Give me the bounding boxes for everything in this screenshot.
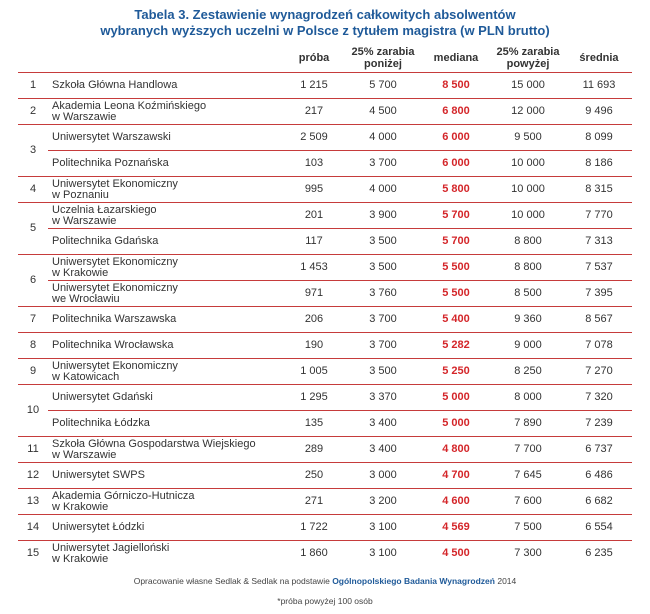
mean-cell: 7 239 [566, 411, 632, 437]
table-body [18, 73, 632, 567]
p25-cell: 3 370 [344, 385, 422, 411]
table-row [18, 515, 632, 541]
sample-cell: 271 [284, 489, 344, 515]
university-name-cell [48, 73, 284, 99]
rank-cell: 8 [18, 333, 48, 359]
university-name-cell [48, 307, 284, 333]
p75-cell: 7 645 [490, 463, 566, 489]
university-name-line2: w Poznaniu [52, 188, 109, 201]
p25-cell: 3 700 [344, 333, 422, 359]
university-name-cell [48, 255, 284, 281]
university-name-line1: Uniwersytet Warszawski [52, 131, 171, 143]
mean-cell: 6 554 [566, 515, 632, 541]
median-cell: 4 800 [422, 437, 490, 463]
median-cell: 5 400 [422, 307, 490, 333]
header-p75-line1: 25% zarabia [496, 46, 560, 58]
sample-cell: 1 295 [284, 385, 344, 411]
median-cell: 5 800 [422, 177, 490, 203]
median-cell: 4 600 [422, 489, 490, 515]
p75-cell: 9 500 [490, 125, 566, 151]
rank-cell: 13 [18, 489, 48, 515]
university-name-cell [48, 437, 284, 463]
table-title [0, 7, 650, 39]
header-p75 [490, 44, 566, 73]
university-name-line2: w Krakowie [52, 266, 109, 279]
table-row [18, 255, 632, 281]
table-row [18, 203, 632, 229]
median-cell: 5 282 [422, 333, 490, 359]
p75-cell: 8 250 [490, 359, 566, 385]
university-name-line1: Uczelnia Łazarskiego [52, 203, 157, 216]
table-row [18, 151, 632, 177]
university-name-cell [48, 229, 284, 255]
rank-cell: 5 [18, 203, 48, 255]
university-name-line1: Uniwersytet SWPS [52, 469, 145, 481]
p75-cell: 8 000 [490, 385, 566, 411]
sample-cell: 190 [284, 333, 344, 359]
table-row [18, 385, 632, 411]
p25-cell: 3 400 [344, 411, 422, 437]
mean-cell: 11 693 [566, 73, 632, 99]
mean-cell: 7 770 [566, 203, 632, 229]
table-row [18, 307, 632, 333]
sample-cell: 217 [284, 99, 344, 125]
table-row [18, 73, 632, 99]
sample-cell: 103 [284, 151, 344, 177]
university-name-line1: Politechnika Poznańska [52, 157, 169, 169]
university-name-line1: Uniwersytet Ekonomiczny [52, 177, 178, 190]
table-row [18, 411, 632, 437]
mean-cell: 7 395 [566, 281, 632, 307]
rank-cell: 12 [18, 463, 48, 489]
p75-cell: 10 000 [490, 177, 566, 203]
rank-cell: 15 [26, 547, 40, 559]
header-p75-line2: powyżej [506, 58, 550, 70]
p25-cell: 3 200 [344, 489, 422, 515]
p75-cell: 7 700 [490, 437, 566, 463]
table-row [18, 489, 632, 515]
header-mediana: mediana [422, 44, 490, 73]
header-row [18, 44, 632, 73]
p25-cell: 3 900 [344, 203, 422, 229]
rank-cell: 3 [18, 125, 48, 177]
salary-table [18, 44, 632, 566]
rank-cell: 9 [18, 359, 48, 385]
university-name-line2: w Warszawie [52, 110, 117, 123]
university-name-line2: w Krakowie [52, 552, 109, 565]
table-row [18, 229, 632, 255]
university-name-line1: Akademia Leona Koźmińskiego [52, 99, 207, 112]
table-row [18, 99, 632, 125]
sample-cell: 1 453 [284, 255, 344, 281]
university-name-line1: Akademia Górniczo-Hutnicza [52, 489, 195, 502]
university-name-line2: w Krakowie [52, 500, 109, 513]
p75-cell: 9 000 [490, 333, 566, 359]
mean-cell: 7 270 [566, 359, 632, 385]
rank-cell: 1 [18, 73, 48, 99]
source-prefix: Opracowanie własne Sedlak & Sedlak na podstawie [133, 576, 330, 586]
rank-cell: 4 [18, 177, 48, 203]
p25-cell: 4 000 [344, 125, 422, 151]
table-row [18, 281, 632, 307]
mean-cell: 8 099 [566, 125, 632, 151]
table-row [18, 333, 632, 359]
p25-cell: 3 700 [344, 307, 422, 333]
rank-cell: 11 [18, 437, 48, 463]
p25-cell: 3 100 [369, 547, 397, 559]
mean-cell: 7 537 [566, 255, 632, 281]
rank-cell: 2 [18, 99, 48, 125]
p25-cell: 3 100 [344, 515, 422, 541]
p75-cell: 7 500 [490, 515, 566, 541]
university-name-cell [48, 411, 284, 437]
p75-cell: 10 000 [490, 151, 566, 177]
university-name-cell [48, 151, 284, 177]
p25-cell: 3 500 [344, 255, 422, 281]
university-name-line1: Uniwersytet Ekonomiczny [52, 281, 178, 294]
p25-cell: 4 500 [344, 99, 422, 125]
p75-cell: 12 000 [490, 99, 566, 125]
p25-cell: 3 760 [344, 281, 422, 307]
median-cell: 6 000 [422, 151, 490, 177]
mean-cell: 9 496 [566, 99, 632, 125]
title-line-2: wybranych wyższych uczelni w Polsce z tytułem magistra (w PLN brutto) [100, 23, 550, 38]
mean-cell: 6 682 [566, 489, 632, 515]
sample-cell: 289 [284, 437, 344, 463]
mean-cell: 6 737 [566, 437, 632, 463]
university-name-cell [48, 333, 284, 359]
p25-cell: 3 500 [344, 359, 422, 385]
rank-cell: 14 [18, 515, 48, 541]
p75-cell: 8 800 [490, 229, 566, 255]
sample-cell: 1 860 [300, 547, 328, 559]
university-name-line1: Uniwersytet Ekonomiczny [52, 359, 178, 372]
mean-cell: 7 313 [566, 229, 632, 255]
median-cell: 6 800 [422, 99, 490, 125]
source-note [0, 576, 650, 586]
mean-cell: 6 235 [585, 547, 613, 559]
source-bold: Ogólnopolskiego Badania Wynagrodzeń [332, 576, 495, 586]
p75-cell: 7 600 [490, 489, 566, 515]
header-p25-line2: poniżej [364, 58, 402, 70]
sample-cell: 135 [284, 411, 344, 437]
median-cell: 5 000 [422, 385, 490, 411]
mean-cell: 8 315 [566, 177, 632, 203]
mean-cell: 8 186 [566, 151, 632, 177]
median-cell: 8 500 [422, 73, 490, 99]
sample-cell: 971 [284, 281, 344, 307]
median-cell: 5 500 [422, 281, 490, 307]
p25-cell: 3 700 [344, 151, 422, 177]
p25-cell: 3 000 [344, 463, 422, 489]
university-name-line2: we Wrocławiu [52, 292, 120, 305]
table-row [18, 463, 632, 489]
table-row [18, 177, 632, 203]
university-name-line1: Politechnika Gdańska [52, 235, 159, 247]
mean-cell: 7 320 [566, 385, 632, 411]
sample-cell: 995 [284, 177, 344, 203]
university-name-cell [48, 463, 284, 489]
mean-cell: 8 567 [566, 307, 632, 333]
title-line-1: Tabela 3. Zestawienie wynagrodzeń całkowitych absolwentów [134, 7, 516, 22]
university-name-line2: w Warszawie [52, 214, 117, 227]
university-name-cell [48, 125, 284, 151]
university-name-cell [48, 177, 284, 203]
university-name-line1: Uniwersytet Łódzki [52, 521, 145, 533]
university-name-cell [48, 515, 284, 541]
rank-cell: 10 [18, 385, 48, 437]
university-name-line1: Szkoła Główna Handlowa [52, 79, 178, 91]
university-name-cell [48, 203, 284, 229]
sample-cell: 117 [284, 229, 344, 255]
p75-cell: 8 800 [490, 255, 566, 281]
median-cell: 5 000 [422, 411, 490, 437]
university-name-line1: Politechnika Łódzka [52, 417, 150, 429]
p75-cell: 8 500 [490, 281, 566, 307]
rank-cell: 7 [18, 307, 48, 333]
university-name-line1: Szkoła Główna Gospodarstwa Wiejskiego [52, 437, 256, 450]
university-name-line1: Politechnika Warszawska [52, 313, 177, 325]
university-name-cell [48, 385, 284, 411]
sample-note: *próba powyżej 100 osób [277, 596, 373, 606]
university-name-line2: w Warszawie [52, 448, 117, 461]
p75-cell: 10 000 [490, 203, 566, 229]
median-cell: 4 569 [422, 515, 490, 541]
university-name-line1: Uniwersytet Ekonomiczny [52, 255, 178, 268]
university-name-cell [48, 281, 284, 307]
mean-cell: 7 078 [566, 333, 632, 359]
median-cell: 5 250 [422, 359, 490, 385]
sample-cell: 1 215 [284, 73, 344, 99]
header-name [48, 44, 284, 73]
rank-cell: 6 [18, 255, 48, 307]
header-rank [18, 44, 48, 73]
university-name-cell [48, 359, 284, 385]
p75-cell: 15 000 [490, 73, 566, 99]
university-name-cell [48, 99, 284, 125]
sample-cell: 1 722 [284, 515, 344, 541]
header-p25-line1: 25% zarabia [351, 46, 415, 58]
median-cell: 6 000 [422, 125, 490, 151]
university-name-line1: Uniwersytet Jagielloński [52, 541, 170, 554]
p25-cell: 4 000 [344, 177, 422, 203]
header-srednia: średnia [566, 44, 632, 73]
university-name-line1: Uniwersytet Gdański [52, 391, 153, 403]
table-row [18, 541, 632, 567]
university-name-line2: w Katowicach [52, 370, 120, 383]
p25-cell: 3 500 [344, 229, 422, 255]
median-cell: 5 700 [422, 203, 490, 229]
p75-cell: 9 360 [490, 307, 566, 333]
sample-cell: 1 005 [284, 359, 344, 385]
p25-cell: 5 700 [344, 73, 422, 99]
median-cell: 5 500 [422, 255, 490, 281]
median-cell: 4 700 [422, 463, 490, 489]
source-year: 2014 [497, 576, 517, 586]
median-cell: 4 500 [442, 547, 470, 559]
sample-cell: 206 [284, 307, 344, 333]
table-row [18, 437, 632, 463]
sample-cell: 2 509 [284, 125, 344, 151]
university-name-line1: Politechnika Wrocławska [52, 339, 174, 351]
header-p25 [344, 44, 422, 73]
sample-cell: 250 [284, 463, 344, 489]
university-name-cell [48, 541, 284, 567]
p75-cell: 7 890 [490, 411, 566, 437]
sample-cell: 201 [284, 203, 344, 229]
mean-cell: 6 486 [566, 463, 632, 489]
header-proba: próba [284, 44, 344, 73]
table-row [18, 125, 632, 151]
p25-cell: 3 400 [344, 437, 422, 463]
median-cell: 5 700 [422, 229, 490, 255]
p75-cell: 7 300 [514, 547, 542, 559]
table-row [18, 359, 632, 385]
university-name-cell [48, 489, 284, 515]
